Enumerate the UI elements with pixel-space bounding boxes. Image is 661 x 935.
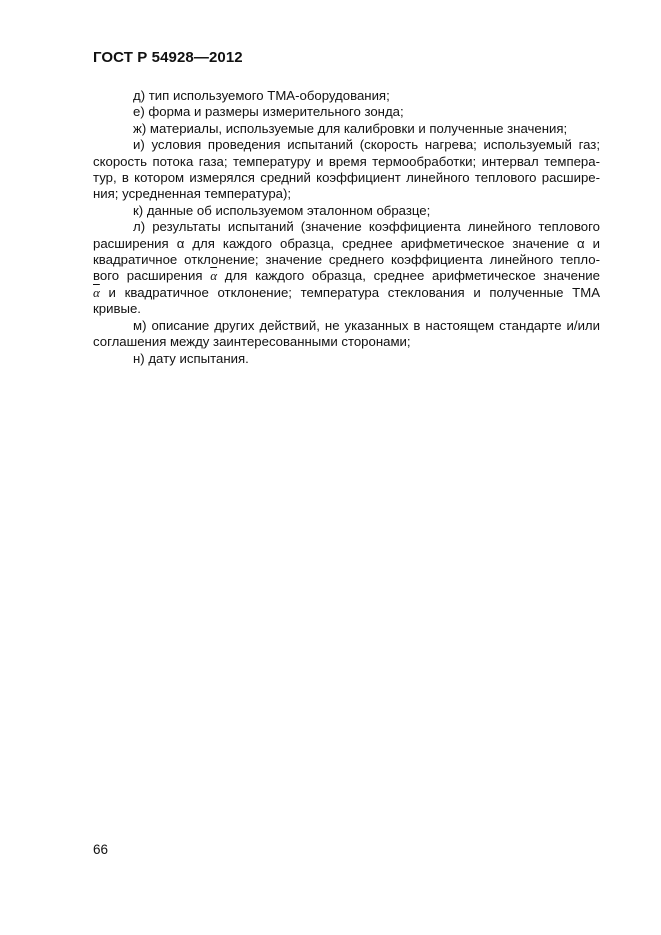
document-header: ГОСТ Р 54928—2012 <box>93 49 243 66</box>
item-l-text: для каждого образца, среднее арифметическое значение <box>224 268 600 284</box>
item-l-line <box>93 268 600 284</box>
item-l-line: квадратичное отклонение; значение среднего коэффициента линейного тепло- <box>93 252 600 268</box>
item-l-text: и квадратичное отклонение; температура стеклования и полученные ТМА <box>108 284 600 300</box>
item-zh: ж) материалы, используемые для калибровки и полученные значения; <box>133 120 568 136</box>
item-l-line: расширения α для каждого образца, среднее арифметическое значение α и <box>93 235 600 251</box>
item-i-line: скорость потока газа; температуру и время термообработки; интервал темпера- <box>93 153 600 169</box>
item-n: н) дату испытания. <box>133 350 249 366</box>
item-l-line: кривые. <box>93 301 141 317</box>
item-l-line: л) результаты испытаний (значение коэффициента линейного теплового <box>133 219 600 235</box>
item-e: е) форма и размеры измерительного зонда; <box>133 104 404 120</box>
item-m-line: м) описание других действий, не указанных в настоящем стандарте и/или <box>133 317 600 333</box>
item-i-line: ния; усредненная температура); <box>93 186 292 202</box>
item-l-text: вого расширения <box>93 268 203 284</box>
alpha-mean-symbol: $\overline{\alpha}$ <box>93 284 100 300</box>
alpha-mean-symbol: $\overline{\alpha}$ <box>210 268 218 284</box>
item-d: д) тип используемого ТМА-оборудования; <box>133 88 390 103</box>
item-l-line <box>93 285 600 301</box>
item-m-line: соглашения между заинтересованными сторонами; <box>93 334 411 350</box>
item-i-line: тур, в котором измерялся средний коэффициент линейного теплового расшире- <box>93 170 600 186</box>
item-i-line: и) условия проведения испытаний (скорость нагрева; используемый газ; <box>133 137 600 153</box>
page-number: 66 <box>93 842 109 857</box>
document-body <box>93 88 600 367</box>
item-k: к) данные об используемом эталонном образце; <box>133 202 431 218</box>
